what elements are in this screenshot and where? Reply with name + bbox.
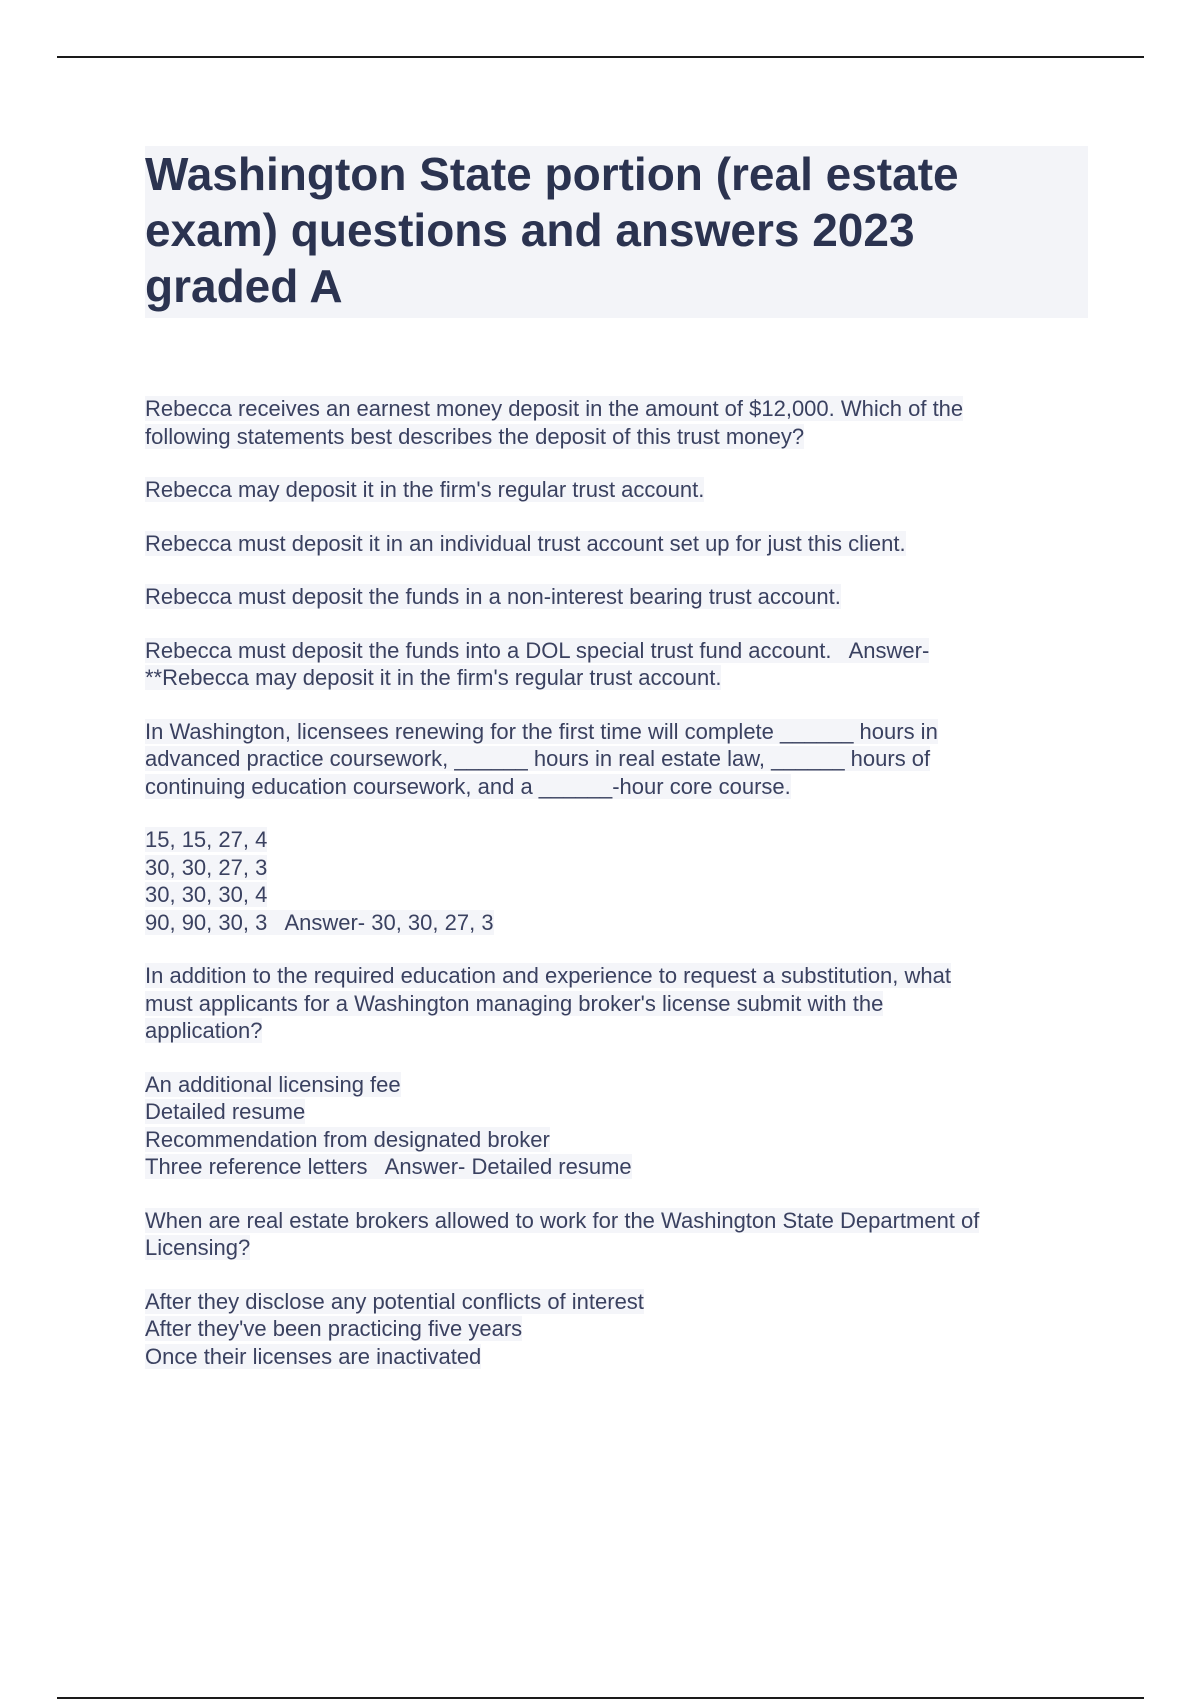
question-2-stem <box>145 718 1085 801</box>
text-line: Rebecca receives an earnest money deposit in the amount of $12,000. Which of the <box>145 396 964 421</box>
text-line: Recommendation from designated broker <box>145 1126 550 1152</box>
text-line: In Washington, licensees renewing for the first time will complete ______ hours in <box>145 718 938 744</box>
text-line: An additional licensing fee <box>145 1071 401 1097</box>
question-4-stem <box>145 1207 1085 1262</box>
title-line: exam) questions and answers 2023 <box>145 204 915 256</box>
text-line: **Rebecca may deposit it in the firm's regular trust account. <box>145 665 722 690</box>
text-line: following statements best describes the deposit of this trust money? <box>145 423 805 449</box>
text-line: continuing education coursework, and a ______-hour core course. <box>145 773 791 799</box>
text-line: After they disclose any potential conflicts of interest <box>145 1288 644 1314</box>
text-line: Rebecca must deposit it in an individual trust account set up for just this client. <box>145 530 906 556</box>
text-line: advanced practice coursework, ______ hours in real estate law, ______ hours of <box>145 746 931 771</box>
text-line: 30, 30, 30, 4 <box>145 882 268 907</box>
text-line: Detailed resume <box>145 1099 306 1124</box>
bottom-rule <box>57 1697 1144 1699</box>
question-2-options <box>145 826 1085 936</box>
question-1-option <box>145 530 1085 558</box>
title-box <box>145 146 1088 318</box>
document-title <box>145 146 1088 314</box>
top-rule <box>57 56 1144 58</box>
text-line: After they've been practicing five years <box>145 1316 523 1341</box>
document-body <box>145 395 1085 1396</box>
text-line: 15, 15, 27, 4 <box>145 827 268 852</box>
text-line: Rebecca must deposit the funds in a non-interest bearing trust account. <box>145 584 841 609</box>
question-3-options <box>145 1071 1085 1181</box>
question-1-option-answer <box>145 637 1085 692</box>
question-1-option <box>145 476 1085 504</box>
text-line: In addition to the required education and experience to request a substitution, what <box>145 963 951 988</box>
text-line: Three reference letters Answer- Detailed resume <box>145 1154 632 1179</box>
question-4-options <box>145 1288 1085 1371</box>
question-3-stem <box>145 962 1085 1045</box>
title-line: Washington State portion (real estate <box>145 148 959 200</box>
text-line: Licensing? <box>145 1235 251 1260</box>
text-line: Rebecca may deposit it in the firm's regular trust account. <box>145 477 705 502</box>
text-line: Once their licenses are inactivated <box>145 1343 482 1369</box>
text-line: Rebecca must deposit the funds into a DOL special trust fund account. Answer- <box>145 637 930 663</box>
text-line: 30, 30, 27, 3 <box>145 854 268 880</box>
question-1-option <box>145 583 1085 611</box>
text-line: must applicants for a Washington managing broker's license submit with the <box>145 990 884 1016</box>
question-1-stem <box>145 395 1085 450</box>
text-line: When are real estate brokers allowed to work for the Washington State Department of <box>145 1207 980 1233</box>
text-line: 90, 90, 30, 3 Answer- 30, 30, 27, 3 <box>145 909 494 935</box>
title-line: graded A <box>145 260 343 312</box>
text-line: application? <box>145 1018 263 1043</box>
